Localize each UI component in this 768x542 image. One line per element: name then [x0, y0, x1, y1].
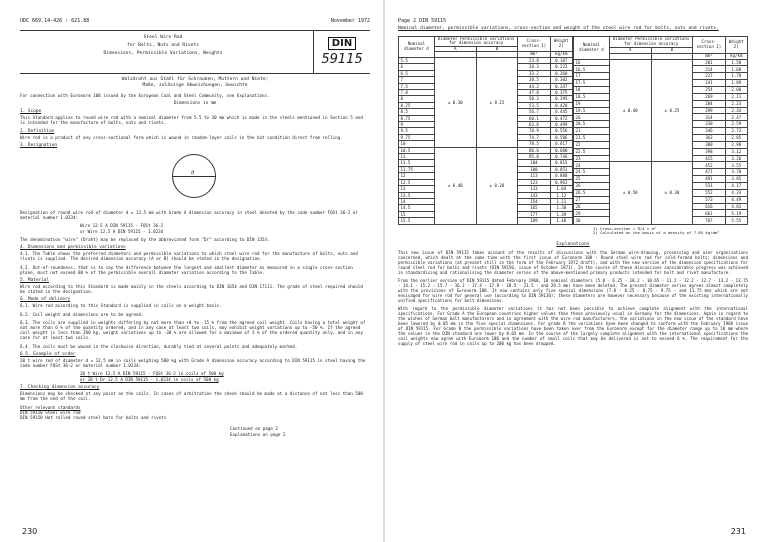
nominal-diameter: 30 [574, 217, 610, 224]
section-paragraph: 6.1. Wire rod according to this Standard is supplied in coils on a weight basis. [20, 303, 222, 309]
nominal-diameter: 14.5 [399, 205, 435, 211]
cross-section-value: 415 [693, 155, 725, 162]
weight-value: 2.98 [725, 141, 747, 148]
nominal-diameter: 5.5 [399, 57, 435, 63]
section-heading: 5. Material [20, 278, 50, 284]
section-paragraph: 20 t wire rod of diameter d = 12.5 mm in coils weighing 500 kg with Grade A dimension accuracy according to DIN 59115 in steel having the code number FQSt 36-2 or material number 1.0234: [20, 357, 366, 369]
explanation-paragraph: This new issue of DIN 59115 takes account of the results of discussions with the German wire-drawing, processing and user organisations concerned, which dealt at the same time with the first issue of Euronorm 108 - Round steel wire rod for cold-formed bolts; dimensions and permissible variations (at present still in the form of the February 1972 draft), and with the new version of the dimension specifications for round steel rod for bolts and rivets (DIN 59150, issue of October 1971). In the course of these discussions considerable progress was achieved in standardising and rationalising the diameter series of the above-mentioned primary products intended for bolt and rivet manufacture. [398, 250, 748, 276]
cross-section-value: 70.9 [518, 128, 550, 134]
section-heading: 6. Mode of delivery [20, 297, 71, 303]
nominal-diameter: 21 [574, 128, 610, 135]
weight-value: 3.55 [725, 162, 747, 169]
weight-value: 2.85 [725, 134, 747, 141]
nominal-diameter: 19.5 [574, 107, 610, 114]
explanations-heading: Explanations [556, 242, 590, 248]
nominal-diameter: 22 [574, 141, 610, 148]
nominal-diameter: 7.5 [399, 83, 435, 89]
weight-value: 0.347 [550, 83, 572, 89]
weight-value: 2.34 [725, 107, 747, 114]
weight-value: 4.17 [725, 182, 747, 189]
cross-section-value: 113 [518, 173, 550, 179]
weight-value: 1.89 [725, 80, 747, 87]
nominal-diameter: 13 [399, 186, 435, 192]
cross-section-value: 531 [693, 182, 725, 189]
cross-section-value: 616 [693, 203, 725, 210]
cross-section-value: 189 [518, 218, 550, 224]
nominal-diameter: 8.5 [399, 109, 435, 115]
cross-section-value: 78.5 [518, 141, 550, 147]
nominal-diameter: 11.75 [399, 166, 435, 172]
section-paragraph: 6.3. The coils are supplied in weights differing by not more than +0 to -15 % from the agreed coil weight. Coils having a total weight of not more than 6 % of the quantity ordered, and in any case at least two coils, may exhibit weight variations up to -50 %. If the agreed coil weight is less than 200 kg, weight variations up to -30 % are allowed for a maximum of 3 % of the ordered quantity only, and in any case for at least two coils. [20, 319, 366, 341]
sections-3 [20, 385, 370, 401]
nominal-diameter: 10.5 [399, 147, 435, 153]
nominal-diameter: 11 [399, 154, 435, 160]
col-grade-b: B [476, 46, 518, 52]
weight-value: 1.48 [550, 218, 572, 224]
weight-value: 4.33 [725, 189, 747, 196]
continued-line: Continued on page 2 [230, 426, 278, 432]
cross-section-value: 47.8 [518, 90, 550, 96]
nominal-diameter: 25 [574, 176, 610, 183]
nominal-diameter: 13.5 [399, 192, 435, 198]
cross-section-value: 363 [693, 134, 725, 141]
col-cross-section: Cross-section 1) [693, 36, 725, 53]
other-standards-heading: Other relevant standards [20, 404, 81, 410]
weight-value: 0.963 [550, 179, 572, 185]
col-grade-a: A [434, 46, 476, 52]
section-paragraph: Wire rod according to this Standard is made mainly in the steels according to DIN 1654 and DIN 17111. The grade of steel required should be stated in the designation. [20, 284, 363, 295]
weight-value: 2.23 [725, 100, 747, 107]
weight-value: 0.556 [550, 128, 572, 134]
weight-value: 3.12 [725, 148, 747, 155]
weight-value: 0.222 [550, 64, 572, 70]
weight-value: 0.746 [550, 154, 572, 160]
nominal-diameter: 10 [399, 141, 435, 147]
explanation-paragraph: With regard to the permissible diameter variations it has not been possible to achieve complete alignment with the international specifications. For Grade A the European countries higher values than those previously usual in Germany for the dimensions. Again in regard to the wishes of German bolt manufacturers and in agreement with the wire rod manufacturers, the variations in the new issue of the standard have been lowered by 0.05 mm in the five special dimensions. For grade B the variations have been changed to conform with the February 1960 issue of DIN 59115. For Grade B the permissible variations have been taken over from the Euronorm except for the diameter range up to 10 mm where the values in the DIN standard are lower by 0.05 mm. In the course of the largely complete alignment with the international specifications the coil weights now agree with Euronorm 108 and the number of small coils that may be delivered is not to exceed 6 %. The requirement for the supply of steel wire rod in coils up to 200 kg has been dropped. [398, 306, 748, 347]
weight-value: 0.851 [550, 166, 572, 172]
cross-section-value: 56.7 [518, 109, 550, 115]
nominal-diameter: 27 [574, 196, 610, 203]
nominal-diameter: 24 [574, 162, 610, 169]
weight-value: 1.78 [725, 73, 747, 80]
section-paragraph: 4.1. The Table shows the preferred diameters and permissible variations to which steel wire rod for the manufacture of bolts, nuts and rivets is supplied. The desired dimension accuracy (A or B) should be stated in the designation. [20, 251, 358, 262]
german-title-line: Maße, zulässige Abweichungen, Gewichte [142, 83, 248, 88]
nominal-diameter: 26.5 [574, 189, 610, 196]
nominal-diameter: 20 [574, 114, 610, 121]
nominal-diameter: 19 [574, 100, 610, 107]
left-header [20, 18, 370, 28]
cross-section-value: 491 [693, 176, 725, 183]
nominal-diameter: 28 [574, 203, 610, 210]
nominal-diameter: 9.5 [399, 128, 435, 134]
weight-value: 3.70 [725, 169, 747, 176]
weight-value: 2.00 [725, 86, 747, 93]
din-box [313, 31, 370, 73]
nominal-diameter: 8 [399, 96, 435, 102]
section-heading: 4. Dimensions and permissible variations [20, 245, 126, 251]
cross-section-value: 201 [693, 59, 725, 66]
tolerance-grade-b: ± 0.25 [651, 59, 693, 162]
nominal-diameter: 21.5 [574, 134, 610, 141]
nominal-diameter: 29 [574, 210, 610, 217]
nominal-diameter: 17 [574, 73, 610, 80]
cross-section-value: 123 [518, 179, 550, 185]
title-line-3: Dimensions, Permissible Variations, Weights [103, 51, 223, 56]
nominal-diameter: 23 [574, 155, 610, 162]
diameter-table-left [398, 36, 573, 225]
cross-section-value: 44.2 [518, 83, 550, 89]
col-nominal-diameter: Nominal diameter d [399, 36, 435, 57]
cross-section-value: 707 [693, 217, 725, 224]
nominal-diameter: 22.5 [574, 148, 610, 155]
tolerance-grade-b: ± 0.20 [476, 147, 518, 224]
weight-value: 1.39 [550, 211, 572, 217]
weight-value: 3.26 [725, 155, 747, 162]
table-title: Nominal diameter, permissible variations, cross-section and weight of the steel wire rod for bolts, nuts and rivets. [398, 26, 719, 31]
cross-section-value: 254 [693, 86, 725, 93]
tolerance-grade-b: ± 0.30 [651, 162, 693, 224]
title-line-1: Steel Wire Rod [143, 35, 183, 40]
title-lines [20, 34, 306, 58]
designation-figure [20, 150, 370, 208]
section-heading: 3. Designation [20, 142, 58, 148]
weight-value: 0.499 [550, 122, 572, 128]
designation-intro: Designation of round wire rod of diameter d = 12.5 mm with Grade A dimension accuracy in steel denoted by the code number FQSt 36-2 or material number 1.0234: [20, 209, 358, 221]
cross-section-value: 552 [693, 189, 725, 196]
weight-value: 0.680 [550, 147, 572, 153]
order-line: 20 t Wire 12.5 A DIN 59115 - FQSt 36-2 in coils of 500 kg [80, 371, 224, 377]
cross-section-value: 241 [693, 80, 725, 87]
nominal-diameter: 8.25 [399, 102, 435, 108]
diameter-line [172, 176, 216, 177]
weight-value: 0.260 [550, 70, 572, 76]
german-title-line: Walzdraht aus Stahl für Schrauben, Muttern und Niete; [121, 77, 269, 82]
cross-section-value: 299 [693, 107, 725, 114]
diameter-label: d [191, 169, 195, 176]
col-permissible-variations: Diameter Permissible variations for dimension accuracy [609, 36, 692, 47]
weight-value: 2.72 [725, 128, 747, 135]
other-standard: DIN 59110 Steel wire rod [20, 409, 81, 415]
unit-cross-section: mm² [693, 53, 725, 59]
cross-section-value: 154 [518, 198, 550, 204]
cross-section-value: 50.3 [518, 96, 550, 102]
cross-section-value: 63.6 [518, 122, 550, 128]
nominal-diameter: 15.5 [399, 218, 435, 224]
weight-value: 1.04 [550, 186, 572, 192]
weight-value: 4.49 [725, 196, 747, 203]
cross-section-value: 60.1 [518, 115, 550, 121]
cross-section-value: 227 [693, 73, 725, 80]
section-paragraph: 6.4. The coils must be wound in the clockwise direction, durably tied at several points and adequately marked. [20, 343, 298, 349]
weight-value: 0.888 [550, 173, 572, 179]
cross-section-value: 95.0 [518, 154, 550, 160]
col-grade-a: A [609, 47, 651, 53]
cross-section-value: 133 [518, 186, 550, 192]
cross-section-value: 53.5 [518, 102, 550, 108]
weight-value: 1.12 [550, 192, 572, 198]
nominal-diameter: 18 [574, 86, 610, 93]
cross-section-value: 380 [693, 141, 725, 148]
section-paragraph: 4.2. Out-of-roundness, that is to say the difference between the largest and smallest diameter as measured in a single cross-section plane, must not exceed 80 % of the permissible overall diameter variation according to the Table. [20, 264, 353, 275]
weight-value: 0.472 [550, 115, 572, 121]
weight-value: 0.187 [550, 57, 572, 63]
weight-value: 1.58 [725, 59, 747, 66]
explanation-paragraph: From the earlier version of DIN 59115 dated February 1960, 18 nominal diameters (5.0 - 6.25 - 10.2 - 10.65 - 11.2 - 12.2 - 12.7 - 13.2 - 13.75 - 14.1 - 15.2 - 15.7 - 16.2 - 17.4 - 17.8 - 18.5 - 21.5 - and 29.5 mm) have been deleted. The present diameter series agrees almost completely with the provisions of Euronorm 108. It now contains only five special dimensions (7.8 - 8.25 - 8.75 - 9.75 - and 11.75 mm) which are not envisaged for wire rod for general use (according to DIN 59110); these diameters are however necessary because of the existing internationally unified specifications for bolt dimensions. [398, 278, 748, 304]
designation-note: The denomination "wire" (Draht) may be replaced by the abbreviated form "Dr" according to DIN 1353. [20, 237, 270, 243]
weight-value: 4.83 [725, 203, 747, 210]
title-block [20, 30, 370, 74]
weight-value: 5.55 [725, 217, 747, 224]
page-number-right: 231 [730, 527, 746, 536]
nominal-diameter: 15 [399, 211, 435, 217]
nominal-diameter: 24.5 [574, 169, 610, 176]
unit-weight: kg/km [725, 53, 747, 59]
weight-value: 3.85 [725, 176, 747, 183]
section-paragraph: This Standard applies to round wire rod with a nominal diameter from 5.5 to 30 mm which is made in the steels mentioned in Section 5 and is intended for the manufacture of bolts, nuts and rivets. [20, 115, 363, 126]
cross-section-value: 284 [693, 100, 725, 107]
tolerance-grade-a: ± 0.40 [609, 59, 651, 162]
section-heading: 2. Definition [20, 128, 55, 134]
unit-cross-section: mm² [518, 52, 550, 58]
cross-section-value: 346 [693, 128, 725, 135]
tolerance-grade-a: ± 0.50 [609, 162, 651, 224]
nominal-diameter: 12.5 [399, 179, 435, 185]
weight-value: 0.445 [550, 109, 572, 115]
weight-value: 2.11 [725, 93, 747, 100]
cross-section-value: 452 [693, 162, 725, 169]
weight-value: 2.59 [725, 121, 747, 128]
cross-section-value: 104 [518, 160, 550, 166]
weight-value: 1.30 [550, 205, 572, 211]
cross-section-value: 74.7 [518, 134, 550, 140]
nominal-diameter: 7.8 [399, 90, 435, 96]
weight-value: 0.586 [550, 134, 572, 140]
section-paragraph: Dimensions may be checked at any point on the coils. In cases of arbitration the check should be made at a distance of not less than 500 mm from the end of the coil. [20, 391, 363, 402]
weight-value: 0.617 [550, 141, 572, 147]
cross-section-value: 23.8 [518, 57, 550, 63]
nominal-diameter: 17.5 [574, 80, 610, 87]
nominal-diameter: 7 [399, 77, 435, 83]
section-paragraph: Wire rod is a product of any cross-sectional form which is wound in random-layer coils in the hot condition direct from rolling. [20, 134, 343, 140]
tolerance-grade-a: ± 0.30 [434, 57, 476, 147]
tolerance-grade-a: ± 0.40 [434, 147, 476, 224]
weight-value: 0.302 [550, 77, 572, 83]
footnotes [593, 227, 748, 237]
nominal-diameter: 9 [399, 122, 435, 128]
table-row [574, 162, 748, 169]
din-logo: DIN [328, 37, 356, 50]
cross-section-value: 314 [693, 114, 725, 121]
right-page [384, 0, 768, 542]
cross-section-value: 269 [693, 93, 725, 100]
col-weight: Weight 2) [550, 36, 572, 52]
nominal-diameter: 14 [399, 198, 435, 204]
cross-section-value: 86.6 [518, 147, 550, 153]
continued-line: Explanations on page 2 [230, 431, 286, 437]
intro-paragraph: For connection with Euronorm 108 issued by the European Coal and Steel Community, see Explanations. [20, 93, 270, 98]
weight-value: 1.68 [725, 66, 747, 73]
col-permissible-variations: Diameter Permissible variations for dimension accuracy [434, 36, 517, 46]
nominal-diameter: 8.75 [399, 115, 435, 121]
title-line-2: for Bolts, Nuts and Rivets [127, 43, 199, 48]
designation-example: or Wire 12.5 A DIN 59115 - 1.0234 [80, 228, 164, 234]
weight-value: 0.815 [550, 160, 572, 166]
section-heading: 7. Checking dimension accuracy [20, 385, 100, 391]
designation-example: Wire 12.5 A DIN 59115 - FQSt 36-2 [80, 223, 164, 229]
sections-2 [20, 245, 370, 368]
table-header-row [399, 36, 573, 46]
udc-code: UDC 669.14-426 : 621.88 [20, 18, 90, 24]
cross-section-value: 143 [518, 192, 550, 198]
order-lines [80, 371, 370, 382]
cross-section-value: 177 [518, 211, 550, 217]
cross-section-value: 38.5 [518, 77, 550, 83]
footnote: 2) Calculated on the basis of a density of 7.85 kg/dm³ [593, 230, 720, 236]
table-header-row [574, 36, 748, 47]
german-title [20, 77, 370, 89]
cross-section-value: 108 [518, 166, 550, 172]
nominal-diameter: 6.5 [399, 70, 435, 76]
weight-value: 1.21 [550, 198, 572, 204]
cross-section-value: 573 [693, 196, 725, 203]
footnote: 1) Cross-section = π/4 × d² [593, 225, 657, 231]
cross-section-value: 398 [693, 148, 725, 155]
cross-section-value: 214 [693, 66, 725, 73]
col-weight: Weight 2) [725, 36, 747, 53]
right-header: Page 2 DIN 59115 [398, 18, 447, 24]
unit-weight: kg/km [550, 52, 572, 58]
din-number: 59115 [321, 52, 363, 67]
weight-value: 0.420 [550, 102, 572, 108]
page-number-left: 230 [22, 527, 38, 536]
nominal-diameter: 18.5 [574, 93, 610, 100]
cross-section-value: 165 [518, 205, 550, 211]
nominal-diameter: 16.5 [574, 66, 610, 73]
section-heading: 1. Scope [20, 109, 42, 115]
section-heading: 6.5. Example of order [20, 351, 76, 357]
cross-section-value: 28.3 [518, 64, 550, 70]
cross-section-value: 330 [693, 121, 725, 128]
nominal-diameter: 26 [574, 182, 610, 189]
col-grade-b: B [651, 47, 693, 53]
cross-section-value: 661 [693, 210, 725, 217]
continued-note [230, 426, 370, 437]
diameter-table-right [573, 36, 748, 225]
designation-examples [80, 223, 370, 234]
weight-value: 0.395 [550, 96, 572, 102]
nominal-diameter: 16 [574, 59, 610, 66]
weight-value: 0.375 [550, 90, 572, 96]
weight-value: 5.19 [725, 210, 747, 217]
col-nominal-diameter: Nominal diameter d [574, 36, 610, 59]
cross-section-value: 33.2 [518, 70, 550, 76]
dimensions-note: Dimensions in mm [173, 101, 217, 107]
nominal-diameter: 9.75 [399, 134, 435, 140]
tolerance-grade-b: ± 0.15 [476, 57, 518, 147]
weight-value: 2.47 [725, 114, 747, 121]
other-standard: DIN 59150 Hot rolled round steel bars for bolts and rivets [20, 414, 167, 420]
tables-wrapper [398, 36, 748, 225]
order-line: or 20 t Dr 12.5 A DIN 59115 - 1.0234 in coils of 500 kg [80, 376, 219, 382]
nominal-diameter: 11.5 [399, 160, 435, 166]
nominal-diameter: 12 [399, 173, 435, 179]
nominal-diameter: 20.5 [574, 121, 610, 128]
section-paragraph: 6.2. Coil weight and dimensions are to be agreed. [20, 311, 144, 317]
cross-section-value: 471 [693, 169, 725, 176]
table-row [574, 59, 748, 66]
col-cross-section: Cross-section 1) [518, 36, 550, 52]
nominal-diameter: 6 [399, 64, 435, 70]
sections-1 [20, 109, 370, 148]
issue-date: November 1972 [330, 18, 370, 24]
